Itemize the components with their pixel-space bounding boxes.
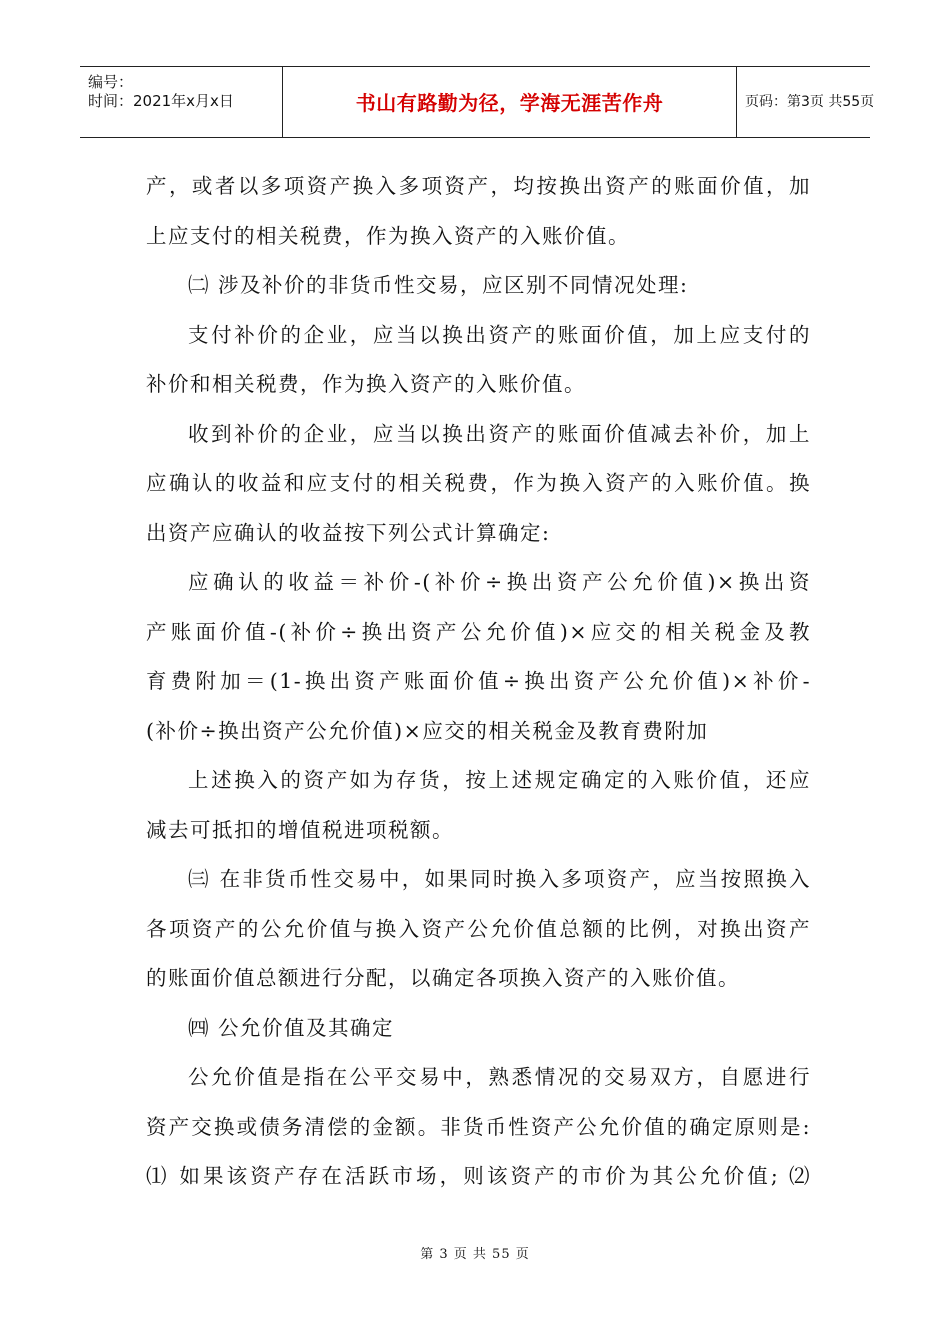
serial-label: 编号： <box>88 73 134 91</box>
body-line: ㈢ 在非货币性交易中，如果同时换入多项资产，应当按照换入 <box>188 867 811 891</box>
header-left-cell <box>80 67 283 137</box>
body-line: 产账面价值-(补价÷换出资产公允价值)×应交的相关税金及教 <box>146 619 811 644</box>
body-line: 育费附加＝(1-换出资产账面价值÷换出资产公允价值)×补价- <box>146 669 811 693</box>
body-line: 减去可抵扣的增值税进项税额。 <box>146 817 454 842</box>
body-line: 补价和相关税费，作为换入资产的入账价值。 <box>146 372 586 396</box>
header-right-cell <box>737 67 875 137</box>
body-line: 产，或者以多项资产换入多项资产，均按换出资产的账面价值，加 <box>146 174 811 198</box>
body-text <box>146 162 811 1202</box>
body-line: 出资产应确认的收益按下列公式计算确定: <box>146 520 551 545</box>
header-motto: 书山有路勤为径，学海无涯苦作舟 <box>355 91 664 115</box>
header-page-label: 页码：第3页 共55页 <box>745 94 875 110</box>
body-line: (补价÷换出资产公允价值)×应交的相关税金及教育费附加 <box>146 718 709 743</box>
page-header <box>80 66 875 138</box>
body-line: 应确认的收益和应支付的相关税费，作为换入资产的入账价值。换 <box>146 471 811 495</box>
body-line: 收到补价的企业，应当以换出资产的账面价值减去补价，加上 <box>188 421 811 446</box>
body-line: 公允价值是指在公平交易中，熟悉情况的交易双方，自愿进行 <box>188 1065 811 1089</box>
body-line: 支付补价的企业，应当以换出资产的账面价值，加上应支付的 <box>188 322 811 347</box>
page-footer: 第 3 页 共 55 页 <box>420 1247 530 1262</box>
body-line: 资产交换或债务清偿的金额。非货币性资产公允价值的确定原则是: <box>146 1114 811 1139</box>
date-label: 时间：2021年x月x日 <box>88 92 234 110</box>
body-line: ㈡ 涉及补价的非货币性交易，应区别不同情况处理: <box>188 273 689 297</box>
body-line: 的账面价值总额进行分配，以确定各项换入资产的入账价值。 <box>146 966 740 990</box>
header-middle-cell <box>283 67 737 137</box>
body-line: 上应支付的相关税费，作为换入资产的入账价值。 <box>146 223 630 248</box>
body-line: 各项资产的公允价值与换入资产公允价值总额的比例，对换出资产 <box>146 916 811 941</box>
body-line: 应确认的收益＝补价-(补价÷换出资产公允价值)×换出资 <box>188 570 811 594</box>
body-line: ⑴ 如果该资产存在活跃市场，则该资产的市价为其公允价值; ⑵ <box>146 1164 811 1188</box>
body-line: 上述换入的资产如为存货，按上述规定确定的入账价值，还应 <box>188 768 811 792</box>
body-line: ㈣ 公允价值及其确定 <box>188 1015 395 1040</box>
